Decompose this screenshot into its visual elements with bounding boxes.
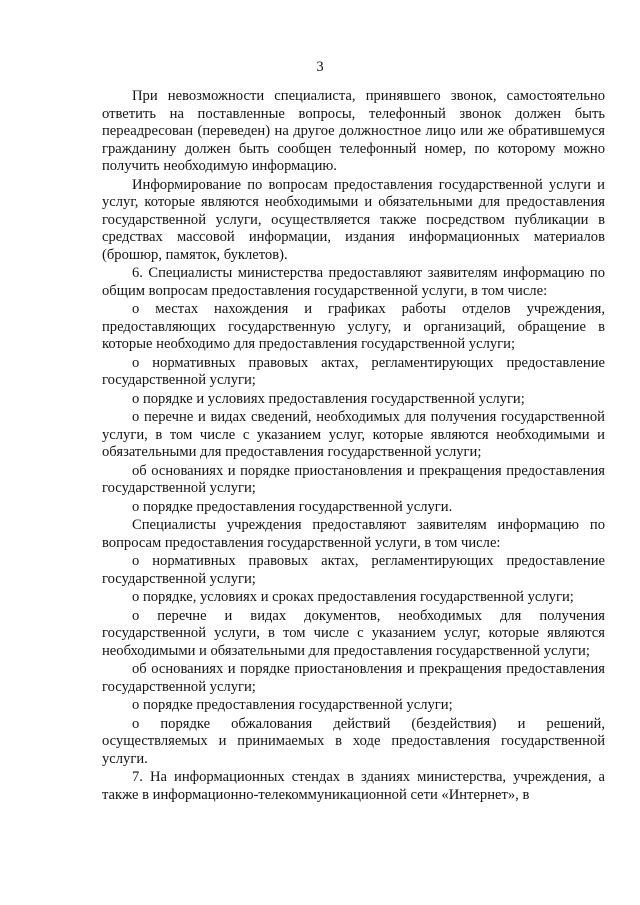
list-item-provision-procedure: о порядке предоставления государственной услуги. [132,498,453,515]
list-item-suspension-grounds: об основаниях и порядке приостановления и прекращения предоставления государственной услуги; [102,462,605,496]
list-item-procedure-conditions: о порядке и условиях предоставления государственной услуги; [132,390,525,407]
paragraph-section-6-intro: 6. Специалисты министерства предоставляют заявителям информацию по общим вопросам предоставления государственной услуги, в том числе: [102,265,605,299]
document-body [102,88,605,805]
list-item-suspension-grounds-2: об основаниях и порядке приостановления и прекращения предоставления государственной услуги; [102,661,605,695]
list-item-appeal-procedure: о порядке обжалования действий (бездействия) и решений, осуществляемых и принимаемых в ходе предоставления государственной услуги. [102,715,605,767]
page-number: 3 [316,59,324,75]
list-item-information-list: о перечне и видах сведений, необходимых для получения государственной услуги, в том числе с указанием услуг, которые являются необходимыми и обязательными для предоставления государственной услуги; [102,409,605,460]
paragraph-redirect-call: При невозможности специалиста, принявшего звонок, самостоятельно ответить на поставленные вопросы, телефонный звонок должен быть переадресован (переведен) на другое должностное лицо или же обратившемуся гражданину должен быть сообщен телефонный номер, по которому можно получить необходимую информацию. [102,88,605,174]
list-item-normative-acts-2: о нормативных правовых актах, регламентирующих предоставление государственной услуги; [102,553,605,587]
list-item-locations-schedules: о местах нахождения и графиках работы отделов учреждения, предоставляющих государственную услугу, и организаций, обращение в которые необходимо для предоставления государственной услуги; [102,301,605,352]
paragraph-informing-media: Информирование по вопросам предоставления государственной услуги и услуг, которые являются необходимыми и обязательными для предоставления государственной услуги, осуществляется также посредством публикации в средствах массовой информации, издания информационных материалов (брошюр, памяток, буклетов). [102,176,605,263]
list-item-documents-list: о перечне и видах документов, необходимых для получения государственной услуги, в том числе с указанием услуг, которые являются необходимыми и обязательными для предоставления государственной услуги; [102,607,605,659]
paragraph-section-7-intro: 7. На информационных стендах в зданиях министерства, учреждения, а также в информационно-телекоммуникационной сети «Интернет», в [102,769,605,803]
list-item-procedure-terms: о порядке, условиях и сроках предоставления государственной услуги; [132,589,574,605]
paragraph-institution-specialists-intro: Специалисты учреждения предоставляют заявителям информацию по вопросам предоставления государственной услуги, в том числе: [102,517,605,551]
list-item-provision-procedure-2: о порядке предоставления государственной услуги; [132,697,453,713]
list-item-normative-acts: о нормативных правовых актах, регламентирующих предоставление государственной услуги; [102,354,605,388]
